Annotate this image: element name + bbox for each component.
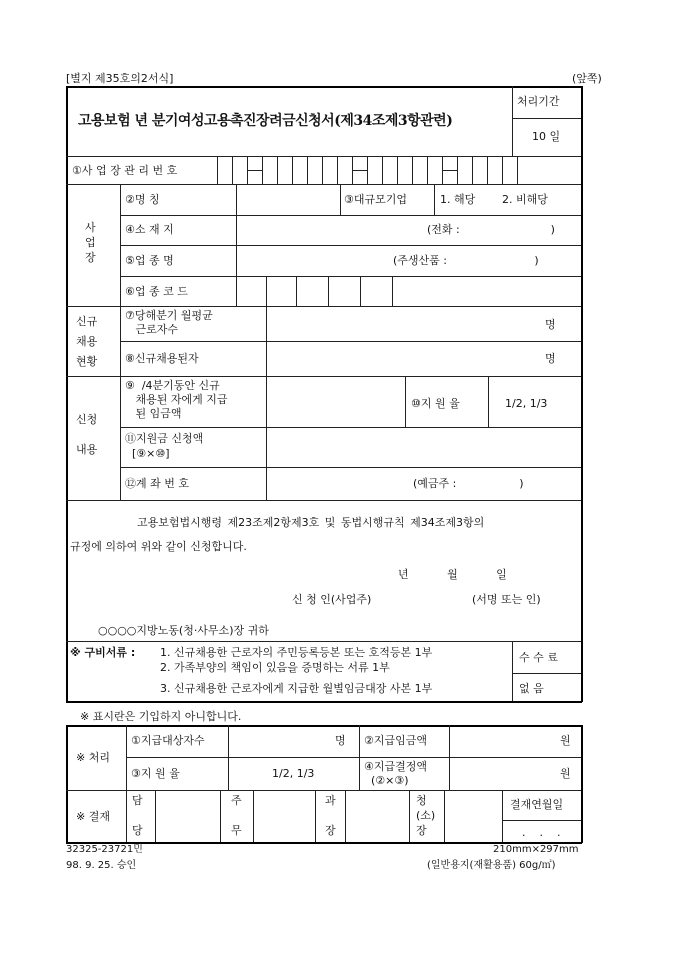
subsidy-amount-label: ⑪지원금 신청액 [⑨×⑩] (125, 432, 204, 460)
address-label: ④소 재 지 (125, 223, 174, 236)
required-documents-label: ※ 구비서류 : (70, 646, 136, 659)
decided-amount-label: ④지급결정액 (②×③) (364, 760, 427, 787)
industry-code-label: ⑥업 종 코 드 (125, 285, 188, 298)
approval-date-label: 결재연월일 (510, 798, 564, 811)
required-document-3: 3. 신규채용한 근로자에게 지급한 월별임금대장 사본 1부 (160, 682, 433, 695)
approval-label: ※ 결재 (76, 810, 110, 823)
processing-label: ※ 처리 (76, 751, 110, 764)
main-product-field[interactable]: (주생산품 : ) (393, 254, 539, 267)
support-rate-value: 1/2, 1/3 (505, 397, 548, 410)
application-date[interactable]: 년 월 일 (398, 568, 507, 581)
processing-rate-value: 1/2, 1/3 (272, 767, 315, 780)
hiring-section-label: 신규 채용 현황 (76, 315, 98, 368)
approval-staff: 담 당 (132, 794, 143, 837)
processing-period-value: 10 일 (532, 130, 561, 143)
approval-senior-staff: 주 무 (231, 794, 242, 837)
paid-wages-label: ⑨ /4분기동안 신규 채용된 자에게 지급 된 임금액 (125, 379, 228, 420)
office-use-notice: ※ 표시란은 기입하지 아니합니다. (80, 710, 242, 723)
monthly-average-workers-unit: 명 (545, 318, 556, 331)
account-number-label: ⑫계 좌 번 호 (125, 477, 189, 490)
fee-value: 없 음 (519, 682, 544, 695)
phone-field[interactable]: (전화 : ) (427, 223, 555, 236)
large-company-option-no[interactable]: 2. 비해당 (502, 193, 548, 206)
paid-wage-amount-label: ②지급임금액 (364, 734, 427, 747)
paper-size: 210mm×297mm (493, 844, 579, 855)
declaration-line-1: 고용보험법시행령 제23조제2항제3호 및 동법시행규칙 제34조제3항의 (137, 516, 485, 529)
required-document-2: 2. 가족부양의 책임이 있음을 증명하는 서류 1부 (160, 661, 390, 674)
approval-section-chief: 과 장 (325, 794, 336, 837)
depositor-field[interactable]: (예금주 : ) (413, 477, 524, 490)
industry-name-label: ⑤업 종 명 (125, 254, 174, 267)
applicant-label: 신 청 인(사업주) (292, 593, 372, 606)
declaration-line-2: 규정에 의하여 위와 같이 신청합니다. (70, 540, 247, 553)
approval-office-head: 청 (소) 장 (416, 794, 436, 837)
page-side-label: (앞쪽) (572, 72, 602, 85)
paper-type: (일반용지(재활용품) 60g/㎡) (427, 860, 556, 871)
form-title: 고용보험 년 분기여성고용촉진장려금신청서(제34조제3항관련) (78, 113, 453, 129)
new-hires-label: ⑧신규채용된자 (125, 352, 199, 365)
addressee: ○○○○지방노동(청·사무소)장 귀하 (98, 624, 269, 637)
processing-rate-label: ③지 원 율 (131, 767, 180, 780)
workplace-section-label: 사 업 장 (85, 221, 96, 264)
signature-field[interactable]: (서명 또는 인) (472, 593, 541, 606)
fee-label: 수 수 료 (519, 651, 558, 664)
application-section-label: 신청 내용 (76, 413, 98, 456)
payment-target-count-label: ①지급대상자수 (131, 734, 205, 747)
approval-stamp-date: 98. 9. 25. 승인 (66, 860, 137, 871)
approval-date-value[interactable]: . . . (522, 826, 561, 839)
new-hires-unit: 명 (545, 352, 556, 365)
form-code: 32325-23721민 (66, 844, 143, 855)
payment-target-count-unit: 명 (335, 734, 346, 747)
large-company-option-yes[interactable]: 1. 해당 (440, 193, 476, 206)
support-rate-label: ⑩지 원 율 (411, 397, 460, 410)
processing-period-label: 처리기간 (517, 95, 560, 108)
business-name-label: ②명 칭 (125, 193, 160, 206)
business-id-label: ①사 업 장 관 리 번 호 (72, 164, 178, 177)
monthly-average-workers-label: ⑦당해분기 월평균 근로자수 (125, 309, 213, 336)
decided-amount-unit: 원 (560, 767, 571, 780)
required-document-1: 1. 신규채용한 근로자의 주민등록등본 또는 호적등본 1부 (160, 646, 433, 659)
form-number: [별지 제35호의2서식] (66, 72, 174, 85)
large-company-label: ③대규모기업 (344, 193, 407, 206)
paid-wage-amount-unit: 원 (560, 734, 571, 747)
